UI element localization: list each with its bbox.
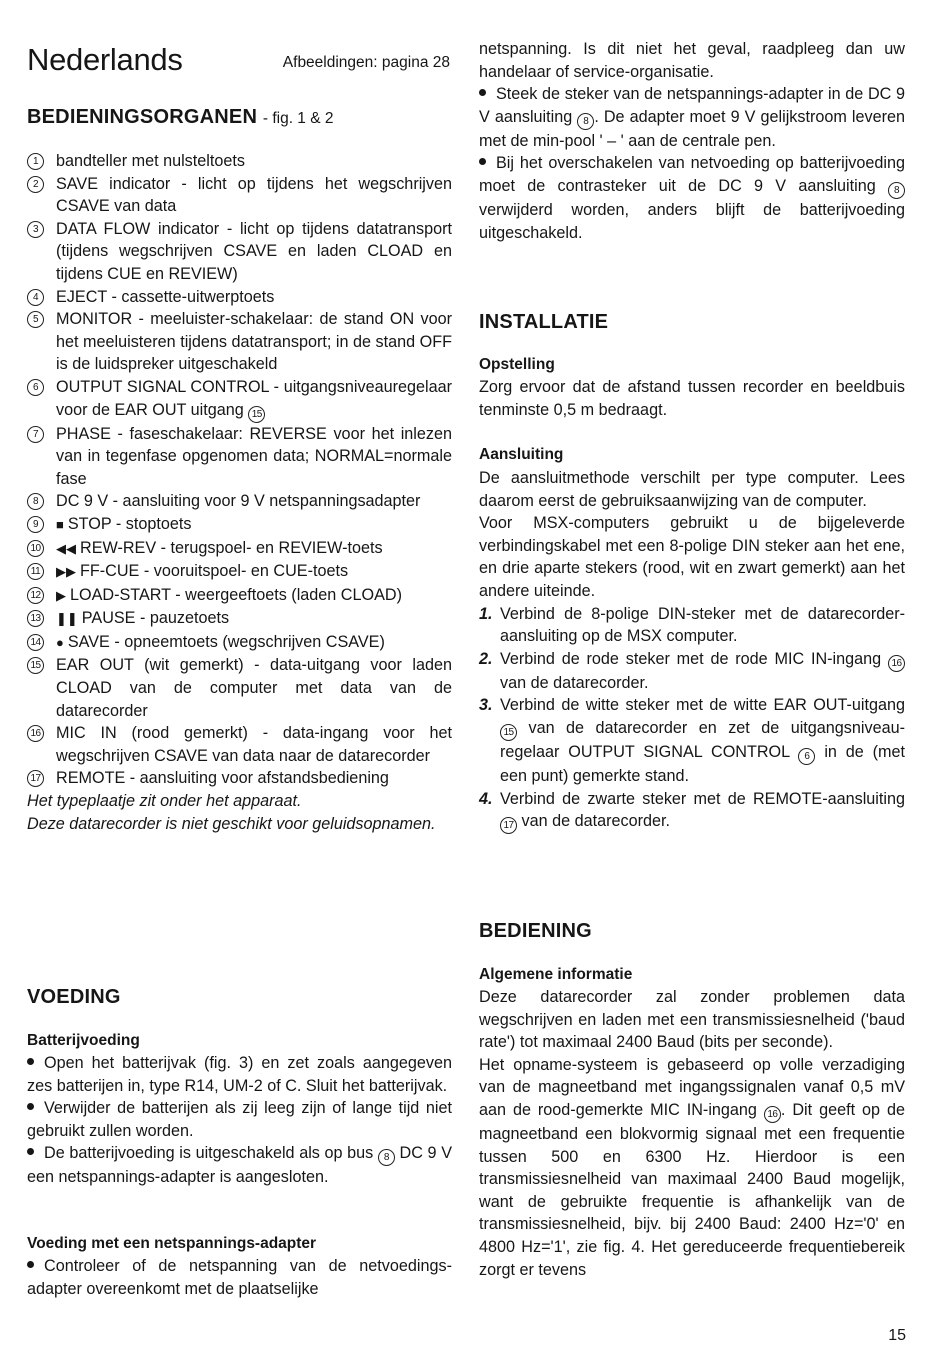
power-heading: VOEDING [27, 986, 121, 1008]
battery-bullet-3-text-b: DC 9 V een netspannings-adapter is aangesloten. [27, 1144, 452, 1187]
ref-circle-8: 8 [888, 182, 905, 199]
connection-step-2 [479, 648, 905, 695]
general-info-section [479, 986, 905, 1281]
button-symbol-icon: ▶▶ [56, 564, 76, 580]
control-item-text: EJECT - cassette-uitwerptoets [56, 287, 275, 306]
connection-subheading: Aansluiting [479, 446, 564, 463]
item-number-circle: 6 [27, 379, 44, 396]
control-item [27, 767, 452, 790]
general-info-paragraph-2-text-b: . Dit geeft op de magneetband een blokvormig signaal met een frequentie tussen 500 en 6300 Hz. Hierdoor is een transmissiesnelheid van maximaal 2400 Baud mogelijk, want de gebruikte frequentie is afhankelijk van de transmissiesnelheid, bijv. bij 2400 Baud: 2400 Hz='0' en 4800 Hz='1', zie fig. 4. Het gereduceerde frequentiebereik zorgt er tevens [479, 1100, 905, 1279]
bullet-dot [27, 1148, 34, 1155]
item-number-circle: 1 [27, 153, 44, 170]
control-item [27, 584, 452, 608]
item-number-circle: 10 [27, 540, 44, 557]
step-number: 1. [479, 604, 493, 623]
adapter-continued [479, 38, 905, 244]
battery-bullet-3-text-a: De batterijvoeding is uitgeschakeld als op bus [44, 1144, 374, 1163]
connection-step-3 [479, 694, 905, 787]
item-number-circle: 4 [27, 289, 44, 306]
control-item [27, 560, 452, 584]
installation-heading: INSTALLATIE [479, 311, 609, 333]
adapter-bullet-3-text-a: Bij het overschakelen van netvoeding op batterijvoeding moet de contrasteker uit de DC 9 V aansluiting [479, 154, 905, 195]
adapter-bullet-2-text-b: . De adapter moet 9 V gelijkstroom leveren met de min-pool ' – ' aan de centrale pen. [479, 107, 906, 150]
control-item [27, 490, 452, 513]
step-3-text-c: in de (met een punt) gemerkte stand. [500, 742, 906, 785]
control-item-text: PHASE - faseschakelaar: REVERSE voor het inlezen van in tegenfase opgenomen data; NORMAL=normale fase [56, 424, 452, 488]
bullet-dot [479, 89, 486, 96]
control-item-text: FF-CUE - vooruitspoel- en CUE-toets [80, 562, 349, 581]
item-number-circle: 3 [27, 221, 44, 238]
control-item-text: MONITOR - meeluister-schakelaar: de stand ON voor het meeluisteren tijdens datatransport; in de stand OFF is de luidspreker uitgeschakeld [56, 310, 452, 374]
adapter-bullet-1 [27, 1255, 452, 1300]
control-item-text: DATA FLOW indicator - licht op tijdens datatransport (tijdens wegschrijven CSAVE en laden CLOAD en tijdens CUE en REVIEW) [56, 219, 452, 283]
battery-subheading: Batterijvoeding [27, 1032, 140, 1049]
adapter-bullet-1-text: Controleer of de netspanning van de netvoedings-adapter overeenkomt met de plaatselijke [27, 1257, 452, 1298]
battery-bullet-3 [27, 1142, 452, 1189]
ref-circle-17: 17 [500, 817, 517, 834]
control-item [27, 173, 452, 218]
ref-circle-16: 16 [764, 1106, 781, 1123]
item-number-circle: 15 [27, 657, 44, 674]
control-item-text: OUTPUT SIGNAL CONTROL - uitgangsniveauregelaar voor de EAR OUT uitgang [56, 377, 452, 419]
step-4-text-b: van de datarecorder. [521, 812, 670, 831]
step-3-text-a: Verbind de witte steker met de witte EAR OUT-uitgang [500, 696, 905, 715]
item-number-circle: 9 [27, 516, 44, 533]
bullet-dot [27, 1261, 34, 1268]
controls-title: BEDIENINGSORGANEN [27, 106, 258, 128]
ref-circle-8: 8 [378, 1149, 395, 1166]
ref-circle-15: 15 [248, 406, 265, 423]
step-3-text-b: van de datarecorder en zet de uitgangsniveau-regelaar OUTPUT SIGNAL CONTROL [500, 718, 905, 761]
control-item [27, 376, 452, 423]
control-item [27, 150, 452, 173]
control-item [27, 607, 452, 631]
bullet-dot [27, 1058, 34, 1065]
step-number: 2. [479, 649, 493, 668]
item-number-circle: 12 [27, 587, 44, 604]
control-item-text: REW-REV - terugspoel- en REVIEW-toets [80, 538, 383, 557]
control-item [27, 218, 452, 286]
control-item [27, 537, 452, 561]
item-number-circle: 16 [27, 725, 44, 742]
battery-bullet-2-text: Verwijder de batterijen als zij leeg zijn of lange tijd niet gebruikt zullen worden. [27, 1099, 452, 1140]
control-item-text: bandteller met nulsteltoets [56, 152, 245, 170]
control-item [27, 654, 452, 722]
control-item-text: MIC IN (rood gemerkt) - data-ingang voor het wegschrijven CSAVE van data naar de datarecorder [56, 724, 452, 765]
connection-step-4 [479, 788, 905, 835]
ref-circle-6: 6 [798, 748, 815, 765]
button-symbol-icon: ❚❚ [56, 611, 78, 627]
figures-reference: Afbeeldingen: pagina 28 [282, 54, 450, 71]
adapter-bullet-1-continued: netspanning. Is dit niet het geval, raadpleeg dan uw handelaar of service-organisatie. [479, 40, 905, 81]
controls-title-suffix: - fig. 1 & 2 [262, 110, 334, 127]
page-header [27, 41, 452, 81]
control-item [27, 513, 452, 537]
connection-section [479, 467, 905, 834]
item-number-circle: 11 [27, 563, 44, 580]
button-symbol-icon: ▶ [56, 587, 66, 603]
battery-bullet-2 [27, 1097, 452, 1142]
operation-heading: BEDIENING [479, 920, 592, 942]
control-item-text: EAR OUT (wit gemerkt) - data-uitgang voor laden CLOAD van de computer met data van de datarecorder [56, 656, 452, 720]
controls-heading [27, 104, 334, 132]
control-item [27, 631, 452, 655]
setup-text: Zorg ervoor dat de afstand tussen recorder en beeldbuis tenminste 0,5 m bedraagt. [479, 378, 905, 419]
control-item-text: REMOTE - aansluiting voor afstandsbediening [56, 769, 389, 788]
step-number: 4. [479, 789, 493, 808]
general-info-subheading: Algemene informatie [479, 966, 633, 983]
audio-warning-note: Deze datarecorder is niet geschikt voor geluidsopnamen. [27, 814, 436, 833]
control-item [27, 286, 452, 309]
item-number-circle: 7 [27, 426, 44, 443]
adapter-bullet-2 [479, 83, 905, 152]
item-number-circle: 13 [27, 610, 44, 627]
control-item [27, 308, 452, 376]
battery-bullet-1 [27, 1052, 452, 1097]
adapter-bullet-3-text-b: verwijderd worden, anders blijft de batterijvoeding uitgeschakeld. [479, 200, 905, 242]
item-number-circle: 5 [27, 311, 44, 328]
adapter-bullet-1-left [27, 1255, 452, 1300]
general-info-paragraph-1: Deze datarecorder zal zonder problemen data wegschrijven en laden met een transmissiesnelheid ('baud rate') tot maximaal 2400 Baud (bits per seconde). [479, 988, 905, 1052]
adapter-bullet-3 [479, 152, 905, 244]
page-number: 15 [888, 1327, 906, 1344]
item-number-circle: 17 [27, 770, 44, 787]
step-number: 3. [479, 696, 493, 715]
adapter-subheading: Voeding met een netspannings-adapter [27, 1235, 317, 1252]
ref-circle-8: 8 [577, 113, 594, 130]
control-item-text: STOP - stoptoets [67, 514, 192, 533]
adapter-bullet-2-text-a: Steek de steker van de netspannings-adapter in de DC 9 V aansluiting [479, 85, 905, 126]
item-number-circle: 2 [27, 176, 44, 193]
connection-step-1 [479, 603, 905, 648]
language-title: Nederlands [27, 42, 183, 77]
battery-bullet-1-text: Open het batterijvak (fig. 3) en zet zoals aangegeven zes batterijen in, type R14, UM-2 of C. Sluit het batterijvak. [27, 1054, 452, 1095]
control-item-text: LOAD-START - weergeeftoets (laden CLOAD) [70, 585, 402, 604]
bullet-dot [479, 158, 486, 165]
item-number-circle: 8 [27, 493, 44, 510]
step-1-text: Verbind de 8-polige DIN-steker met de datarecorder-aansluiting op de MSX computer. [500, 604, 905, 646]
control-item-text: SAVE indicator - licht op tijdens het wegschrijven CSAVE van data [56, 174, 452, 216]
button-symbol-icon: ◀◀ [56, 540, 76, 556]
step-2-text-a: Verbind de rode steker met de rode MIC IN-ingang [500, 649, 882, 668]
step-2-text-b: van de datarecorder. [500, 673, 649, 692]
setup-section [479, 376, 905, 421]
ref-circle-16: 16 [888, 655, 905, 672]
button-symbol-icon: ● [56, 634, 64, 650]
control-item [27, 722, 452, 767]
controls-list [27, 150, 452, 835]
bullet-dot [27, 1103, 34, 1110]
setup-subheading: Opstelling [479, 356, 555, 373]
control-item-text: PAUSE - pauzetoets [81, 609, 230, 628]
connection-paragraph-2: Voor MSX-computers gebruikt u de bijgeleverde verbindingskabel met een 8-polige DIN steker aan het ene, en drie aparte stekers (rood, wit en zwart gemerkt) aan het andere uiteinde. [479, 514, 905, 600]
step-4-text-a: Verbind de zwarte steker met de REMOTE-aansluiting [500, 789, 905, 808]
ref-circle-15: 15 [500, 724, 517, 741]
control-item [27, 423, 452, 491]
general-info-paragraph-2 [479, 1054, 905, 1281]
connection-paragraph-1: De aansluitmethode verschilt per type computer. Lees daarom eerst de gebruiksaanwijzing van de computer. [479, 469, 905, 510]
button-symbol-icon: ■ [56, 516, 64, 532]
item-number-circle: 14 [27, 634, 44, 651]
control-item-text: DC 9 V - aansluiting voor 9 V netspanningsadapter [56, 492, 421, 511]
general-info-paragraph-2-text-a: Het opname-systeem is gebaseerd op volle verzadiging van de magneetband met ingangssignalen vanaf 0,5 mV aan de rood-gemerkte MIC IN-ingang [479, 1055, 905, 1119]
nameplate-note: Het typeplaatje zit onder het apparaat. [27, 792, 302, 811]
control-item-text: SAVE - opneemtoets (wegschrijven CSAVE) [67, 632, 385, 651]
battery-section [27, 1052, 452, 1189]
